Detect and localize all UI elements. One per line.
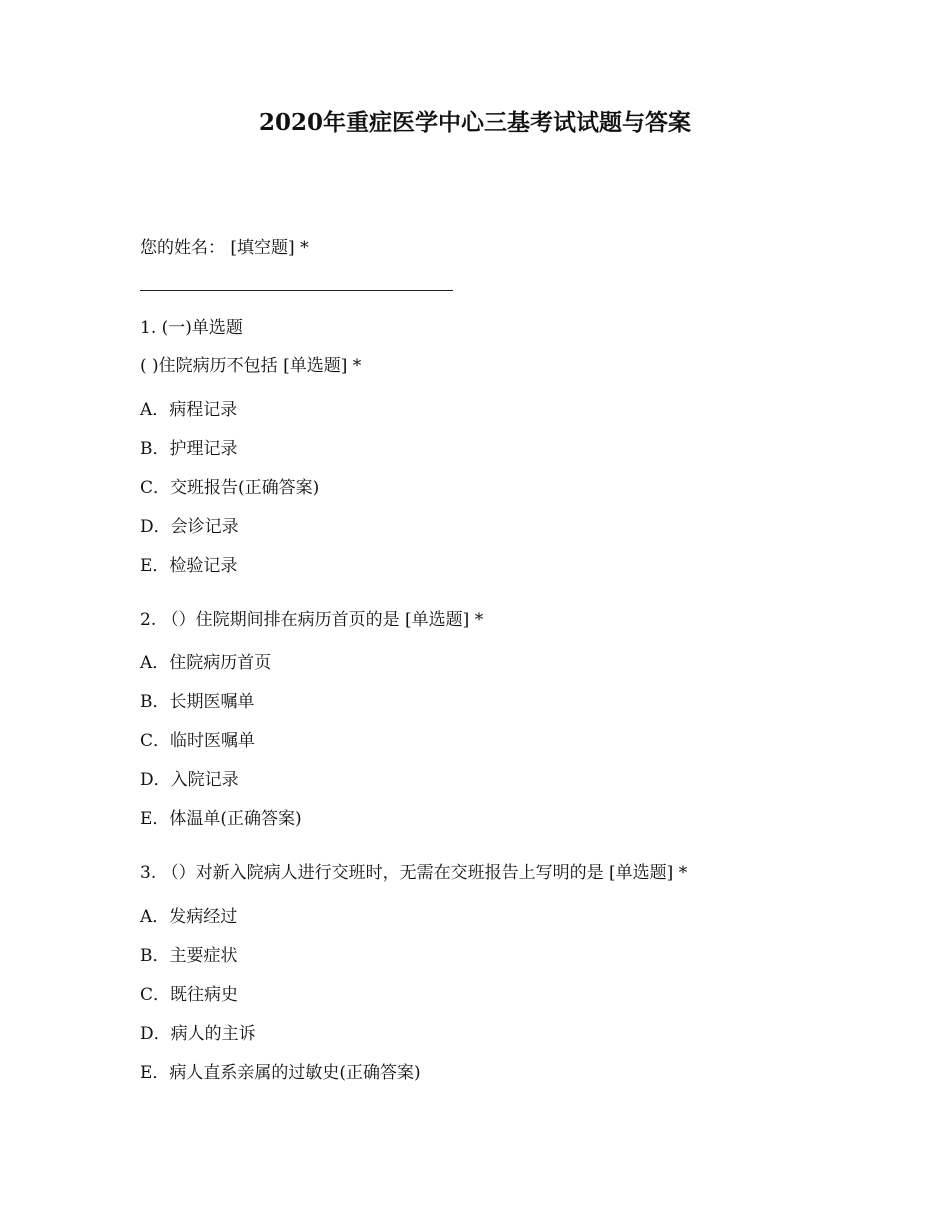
question-3-stem: 3. （）对新入院病人进行交班时，无需在交班报告上写明的是 [单选题] * <box>140 863 688 883</box>
question-3-option-e[interactable]: E．病人直系亲属的过敏史(正确答案) <box>140 1063 421 1083</box>
question-2-option-e[interactable]: E．体温单(正确答案) <box>140 809 302 829</box>
question-1-option-c[interactable]: C．交班报告(正确答案) <box>140 478 320 498</box>
document-title: 2020年重症医学中心三基考试试题与答案 <box>258 109 691 136</box>
question-3-option-c[interactable]: C．既往病史 <box>140 985 239 1005</box>
question-1-option-a[interactable]: A．病程记录 <box>140 400 238 420</box>
question-2-option-d[interactable]: D．入院记录 <box>140 770 239 790</box>
question-1-option-e[interactable]: E．检验记录 <box>140 556 238 576</box>
question-2-option-b[interactable]: B．长期医嘱单 <box>140 692 255 712</box>
name-field-label: 您的姓名： [填空题] * <box>140 238 309 258</box>
question-3-option-d[interactable]: D．病人的主诉 <box>140 1024 256 1044</box>
question-1-option-b[interactable]: B．护理记录 <box>140 439 238 459</box>
question-3-option-b[interactable]: B．主要症状 <box>140 946 238 966</box>
question-2-stem: 2. （）住院期间排在病历首页的是 [单选题] * <box>140 610 484 630</box>
section-heading: 1. (一)单选题 <box>140 318 243 338</box>
question-2-option-c[interactable]: C．临时医嘱单 <box>140 731 256 751</box>
name-blank-line[interactable] <box>140 290 453 291</box>
question-1-option-d[interactable]: D．会诊记录 <box>140 517 239 537</box>
question-3-option-a[interactable]: A．发病经过 <box>140 907 238 927</box>
question-1-stem: ( )住院病历不包括 [单选题] * <box>140 356 362 376</box>
question-2-option-a[interactable]: A．住院病历首页 <box>140 653 272 673</box>
